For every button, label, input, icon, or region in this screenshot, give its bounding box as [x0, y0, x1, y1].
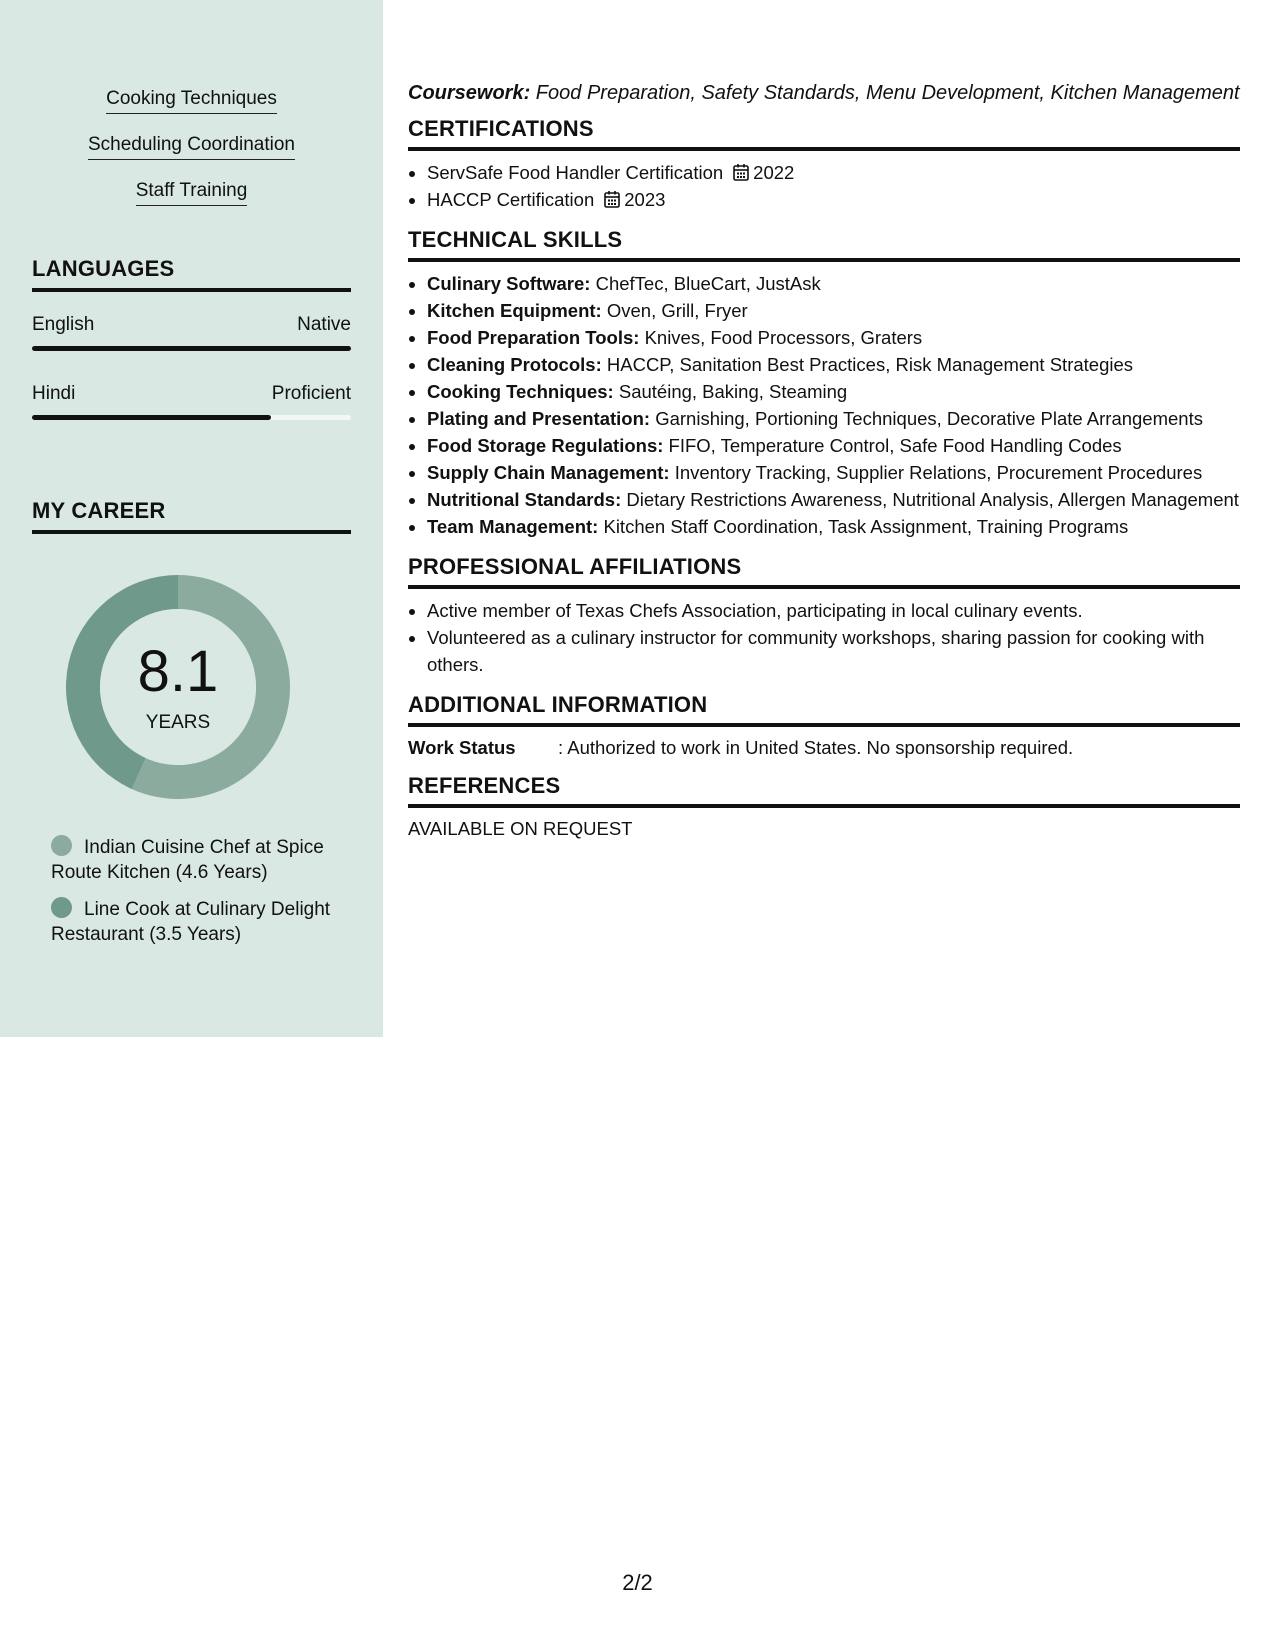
technical-skills-heading: TECHNICAL SKILLS [408, 227, 1240, 262]
career-item [51, 897, 351, 947]
skill-category: Food Preparation Tools: [427, 327, 640, 348]
language-bar [32, 346, 351, 351]
skill-tags [0, 87, 383, 225]
skill-values: ChefTec, BlueCart, JustAsk [595, 273, 821, 294]
technical-skill-item [427, 459, 1240, 486]
certification-year: 2023 [624, 189, 666, 210]
certification-name: ServSafe Food Handler Certification [427, 162, 724, 183]
additional-info-heading: ADDITIONAL INFORMATION [408, 692, 1240, 727]
skill-tag: Cooking Techniques [106, 87, 277, 114]
skill-category: Supply Chain Management: [427, 462, 670, 483]
technical-skill-item [427, 405, 1240, 432]
languages-heading: LANGUAGES [32, 256, 351, 292]
sidebar [0, 0, 383, 1037]
main-content [408, 80, 1240, 842]
certifications-list [408, 159, 1240, 213]
career-donut-chart [62, 571, 294, 803]
technical-skill-item [427, 297, 1240, 324]
skill-values: Oven, Grill, Fryer [606, 300, 748, 321]
technical-skill-item [427, 351, 1240, 378]
skill-tag: Scheduling Coordination [88, 133, 295, 160]
career-heading: MY CAREER [32, 498, 351, 534]
skill-category: Nutritional Standards: [427, 489, 622, 510]
language-name: Hindi [32, 383, 76, 404]
skill-category: Plating and Presentation: [427, 408, 651, 429]
certification-item [427, 159, 1240, 186]
language-hindi [32, 382, 351, 420]
skill-values: Inventory Tracking, Supplier Relations, Procurement Procedures [674, 462, 1203, 483]
career-item-label: Line Cook at Culinary Delight Restaurant (3.5 Years) [51, 899, 331, 945]
calendar-icon [604, 190, 620, 208]
career-total-years: 8.1 [137, 639, 219, 704]
technical-skill-item [427, 513, 1240, 540]
language-bar-fill [32, 415, 271, 420]
references-heading: REFERENCES [408, 773, 1240, 808]
work-status-label: Work Status [408, 737, 516, 758]
language-english [32, 313, 351, 351]
technical-skill-item [427, 270, 1240, 297]
technical-skill-item [427, 486, 1240, 513]
skill-values: Knives, Food Processors, Graters [644, 327, 923, 348]
language-name: English [32, 314, 95, 335]
skill-values: Dietary Restrictions Awareness, Nutritional Analysis, Allergen Management [626, 489, 1239, 510]
coursework [408, 80, 1240, 106]
language-bar [32, 415, 351, 420]
certification-year: 2022 [753, 162, 795, 183]
work-status-row [408, 735, 1240, 761]
technical-skills-list [408, 270, 1240, 540]
career-total-unit: YEARS [145, 712, 211, 733]
certifications-heading: CERTIFICATIONS [408, 116, 1240, 151]
affiliations-heading: PROFESSIONAL AFFILIATIONS [408, 554, 1240, 589]
affiliation-item: • Volunteered as a culinary instructor for community workshops, sharing passion for cooking with others. [427, 624, 1240, 678]
coursework-label: Coursework: [408, 82, 531, 104]
career-dot [51, 897, 72, 918]
certification-name: HACCP Certification [427, 189, 595, 210]
skill-values: Sautéing, Baking, Steaming [618, 381, 848, 402]
career-item [51, 835, 351, 885]
skill-category: Kitchen Equipment: [427, 300, 602, 321]
skill-category: Food Storage Regulations: [427, 435, 664, 456]
career-dot [51, 835, 72, 856]
skill-values: Kitchen Staff Coordination, Task Assignment, Training Programs [603, 516, 1129, 537]
skill-category: Culinary Software: [427, 273, 591, 294]
skill-tag: Staff Training [136, 179, 248, 206]
skill-values: HACCP, Sanitation Best Practices, Risk Management Strategies [606, 354, 1134, 375]
coursework-text: Food Preparation, Safety Standards, Menu Development, Kitchen Management [530, 82, 1240, 104]
work-status-value: : Authorized to work in United States. No sponsorship required. [558, 737, 1074, 758]
certification-item [427, 186, 1240, 213]
skill-values: Garnishing, Portioning Techniques, Decorative Plate Arrangements [655, 408, 1203, 429]
calendar-icon [733, 163, 749, 181]
technical-skill-item [427, 432, 1240, 459]
career-item-label: Indian Cuisine Chef at Spice Route Kitchen (4.6 Years) [51, 837, 324, 883]
affiliation-item: • Active member of Texas Chefs Association, participating in local culinary events. [427, 597, 1240, 624]
skill-category: Cooking Techniques: [427, 381, 614, 402]
language-level: Native [297, 314, 351, 335]
skill-values: FIFO, Temperature Control, Safe Food Handling Codes [668, 435, 1122, 456]
references-text: AVAILABLE ON REQUEST [408, 818, 633, 839]
technical-skill-item [427, 324, 1240, 351]
affiliations-list [408, 597, 1240, 678]
skill-category: Cleaning Protocols: [427, 354, 602, 375]
language-bar-fill [32, 346, 351, 351]
language-level: Proficient [271, 383, 351, 404]
skill-category: Team Management: [427, 516, 599, 537]
technical-skill-item [427, 378, 1240, 405]
page-number: 2/2 [622, 1570, 653, 1595]
